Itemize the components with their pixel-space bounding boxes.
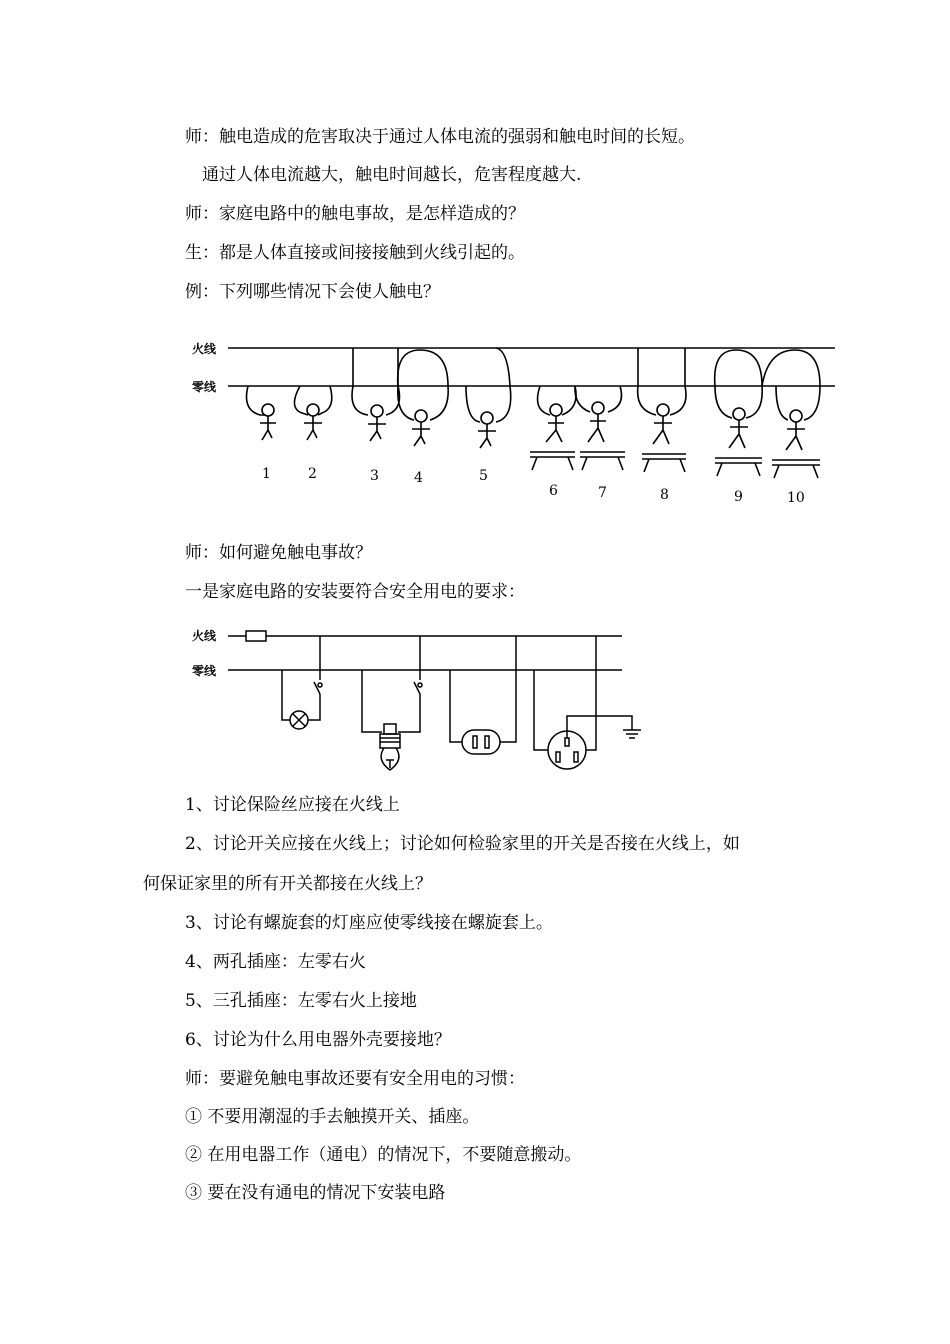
paragraph: ① 不要用潮湿的手去触摸开关、插座。 — [185, 1107, 480, 1127]
case-number: 10 — [787, 490, 805, 506]
paragraph: 一是家庭电路的安装要符合安全用电的要求： — [185, 582, 525, 602]
case-number: 6 — [549, 483, 558, 499]
paragraph: 师：家庭电路中的触电事故，是怎样造成的？ — [185, 204, 525, 224]
paragraph: ③ 要在没有通电的情况下安装电路 — [185, 1183, 446, 1203]
paragraph: 2、讨论开关应接在火线上；讨论如何检验家里的开关是否接在火线上，如 — [185, 834, 740, 854]
paragraph: ② 在用电器工作（通电）的情况下，不要随意搬动。 — [185, 1145, 582, 1165]
paragraph: 3、讨论有螺旋套的灯座应使零线接在螺旋套上。 — [185, 913, 553, 933]
electric-shock-figure — [180, 330, 850, 515]
case-number: 1 — [262, 466, 271, 482]
paragraph: 4、两孔插座：左零右火 — [185, 952, 366, 972]
paragraph: 师：要避免触电事故还要有安全用电的习惯： — [185, 1069, 525, 1089]
paragraph: 师：触电造成的危害取决于通过人体电流的强弱和触电时间的长短。 — [185, 127, 695, 147]
neutral-wire-label: 零线 — [192, 664, 217, 678]
household-circuit-figure — [180, 622, 660, 787]
paragraph: 5、三孔插座：左零右火上接地 — [185, 991, 417, 1011]
case-number: 2 — [308, 466, 317, 482]
case-number: 3 — [370, 468, 379, 484]
paragraph: 例：下列哪些情况下会使人触电？ — [185, 282, 440, 302]
paragraph: 6、讨论为什么用电器外壳要接地？ — [185, 1030, 451, 1050]
paragraph: 1、讨论保险丝应接在火线上 — [185, 795, 400, 815]
paragraph: 通过人体电流越大，触电时间越长，危害程度越大. — [202, 165, 582, 185]
case-number: 7 — [598, 485, 607, 501]
neutral-wire-label: 零线 — [192, 380, 217, 394]
live-wire-label: 火线 — [192, 342, 217, 356]
case-number: 8 — [660, 487, 669, 503]
case-number: 4 — [414, 470, 423, 486]
live-wire-label: 火线 — [192, 629, 217, 643]
case-number: 5 — [479, 468, 488, 484]
case-number: 9 — [734, 489, 743, 505]
paragraph: 生：都是人体直接或间接接触到火线引起的。 — [185, 243, 525, 263]
paragraph: 师：如何避免触电事故？ — [185, 543, 372, 563]
paragraph: 何保证家里的所有开关都接在火线上？ — [143, 874, 432, 894]
